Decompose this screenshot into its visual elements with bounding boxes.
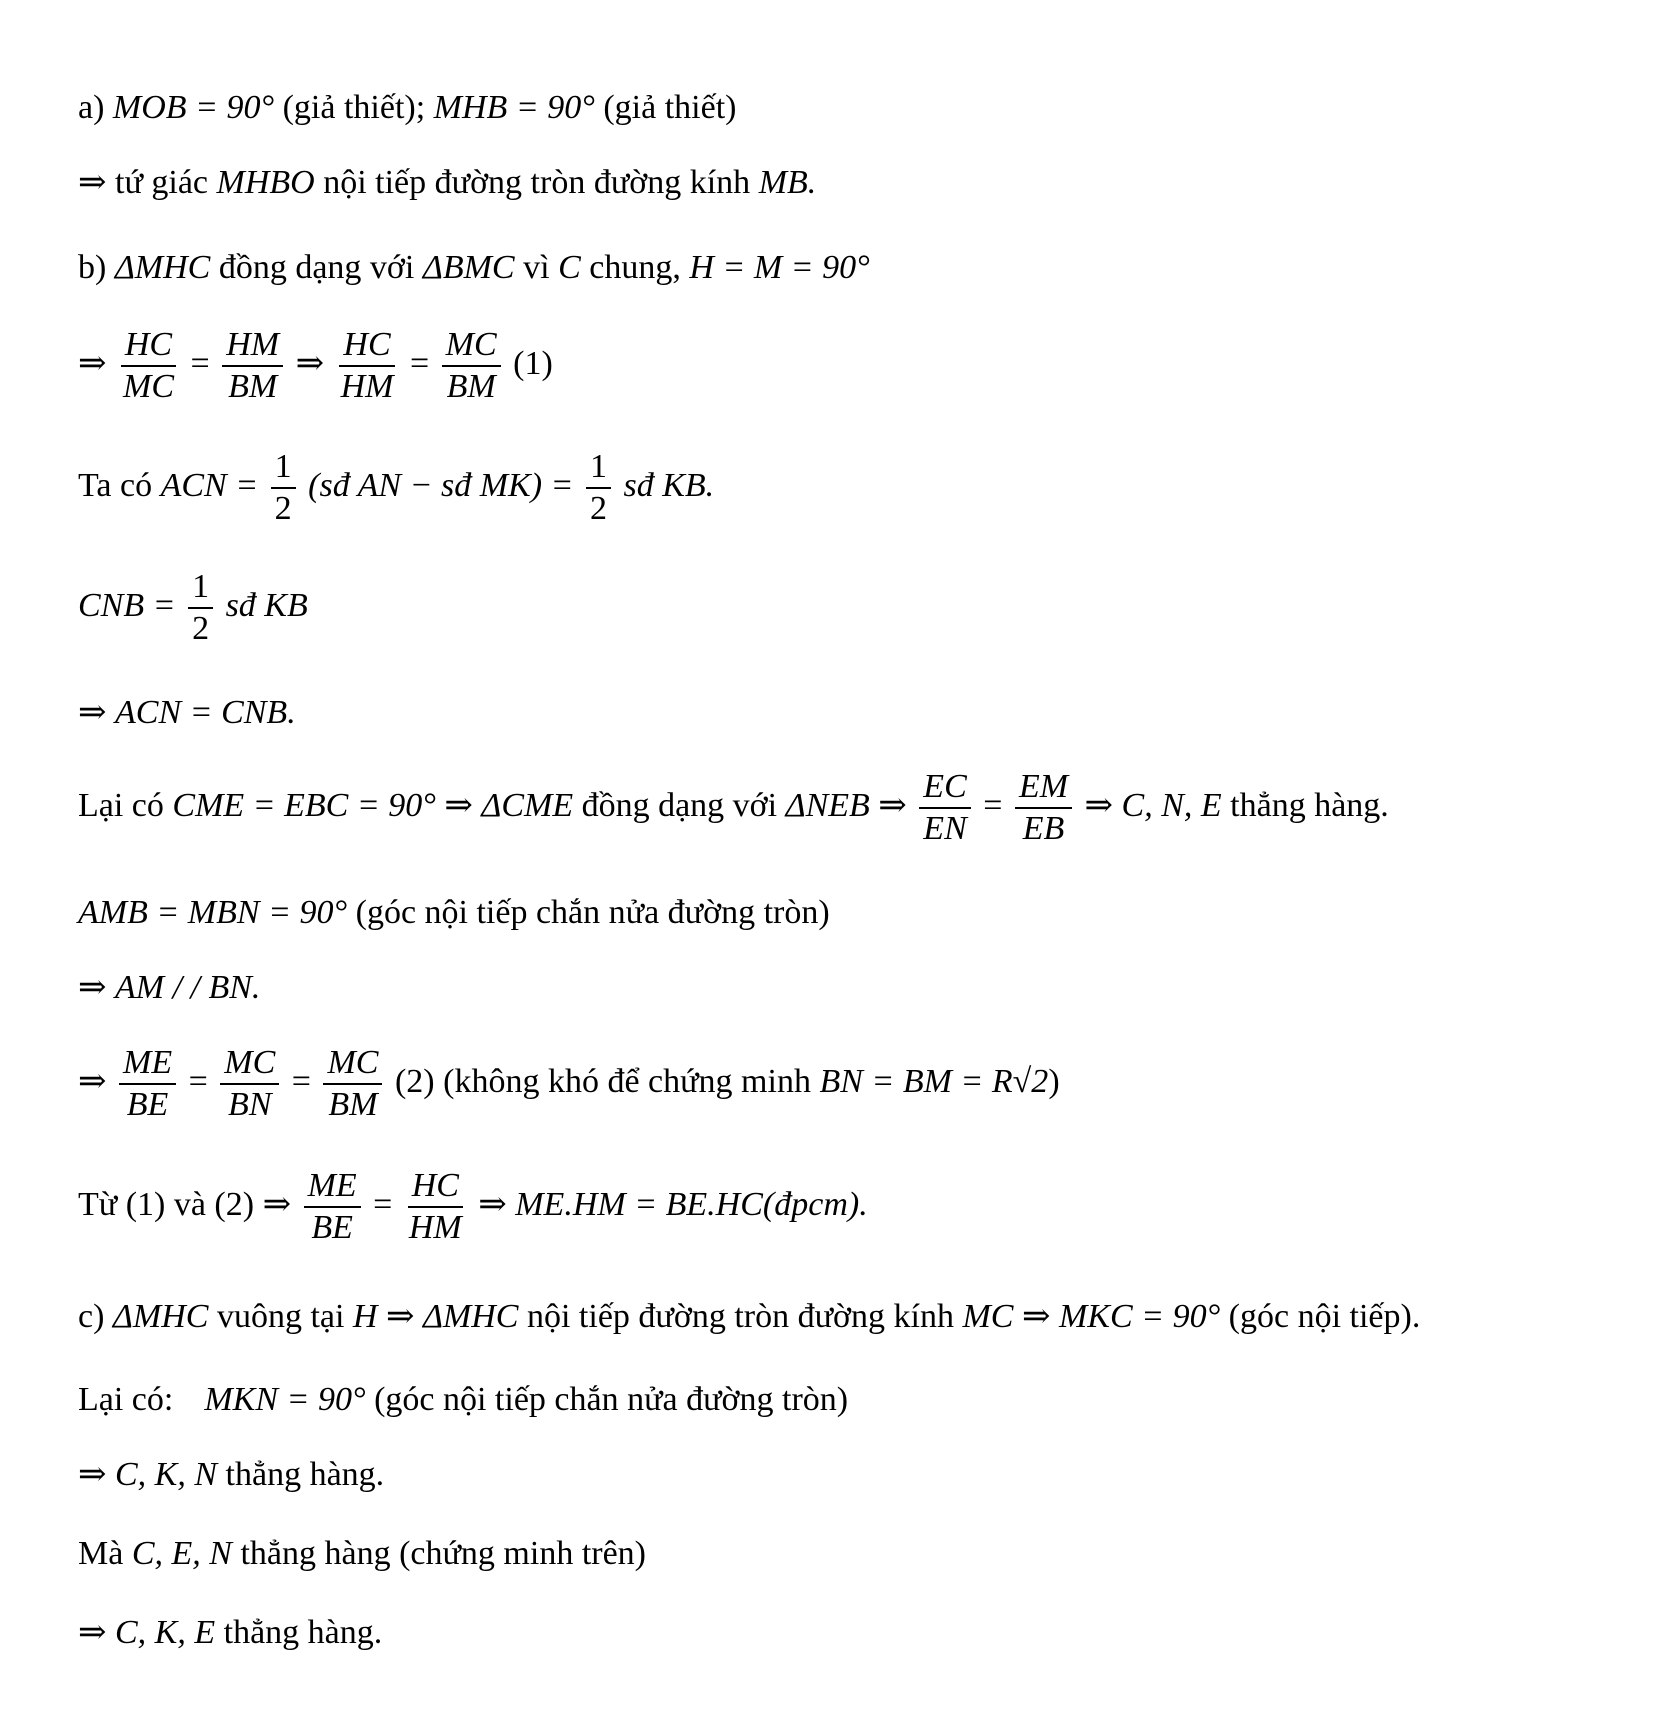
denominator: HM [408,1209,462,1247]
text: chung, [589,249,681,286]
line-angle-mkn [78,1380,848,1420]
fraction [405,1166,466,1248]
fraction [222,325,283,407]
equals: = [373,1186,393,1223]
text: (góc nội tiếp). [1228,1298,1421,1335]
fraction-half [586,447,611,529]
points-ckn: C, K, N [115,1456,218,1493]
text: Từ (1) và (2) ⇒ [78,1186,292,1223]
product-equality: ⇒ ME.HM = BE.HC(đpcm). [478,1186,868,1223]
numerator: 1 [271,447,296,489]
equals: = [188,1063,208,1100]
equals: = [983,787,1003,824]
denominator: 2 [274,490,292,528]
text: ) [1048,1063,1060,1100]
implies-arrow: ⇒ [78,1456,107,1493]
numerator: MC [442,325,501,367]
denominator: BN [228,1086,272,1124]
text: thẳng hàng. [1230,787,1389,824]
angles-cme-ebc: CME = EBC = 90° ⇒ ΔCME [172,787,574,824]
triangle-bmc: ΔBMC [422,249,515,286]
line-conclusion-b [78,1163,868,1248]
numerator: ME [119,1043,176,1085]
arc-kb: sđ KB [225,587,308,624]
line-collinear-cke [78,1613,382,1653]
text: (góc nội tiếp chắn nửa đường tròn) [374,1381,849,1418]
denominator: BM [328,1086,378,1124]
line-ratio-1 [78,322,553,407]
denominator: 2 [589,490,607,528]
numerator: 1 [188,567,213,609]
angle-mkn: MKN = 90° [204,1381,366,1418]
text: thẳng hàng. [223,1614,383,1651]
triangle-mhc: ΔMHC [112,1298,209,1335]
denominator: BE [311,1209,353,1247]
text: thẳng hàng. [225,1456,385,1493]
text: nội tiếp đường tròn đường kính [526,1298,954,1335]
denominator: 2 [192,610,210,648]
line-part-a [78,88,736,128]
implies-arrow: ⇒ [78,1614,107,1651]
arc-difference: (sđ AN − sđ MK) = [308,467,574,504]
text: nội tiếp đường tròn đường kính [323,164,751,201]
hypothesis-note: (giả thiết); [282,89,426,126]
angles-amb-mbn: AMB = MBN = 90° [78,894,348,931]
denominator: BE [126,1086,169,1124]
hypothesis-note: (giả thiết) [603,89,737,126]
fraction [323,1043,382,1125]
fraction [337,325,398,407]
triangle-mhc: ΔMHC [114,249,211,286]
equals: = [291,1063,311,1100]
angle-mkc: MC ⇒ MKC = 90° [962,1298,1221,1335]
denominator: BM [446,368,496,406]
part-a-label: a) [78,89,105,126]
numerator: EM [1015,767,1072,809]
line-angle-cnb [78,564,308,649]
numerator: EC [919,767,970,809]
line-part-b [78,248,870,288]
angle-acn: ACN = [160,467,259,504]
denominator: BM [228,368,278,406]
quad-mhbo: MHBO [216,164,315,201]
line-part-c [78,1297,1420,1337]
text: đồng dạng với [218,249,415,286]
part-c-label: c) [78,1298,105,1335]
text: Lại có: [78,1381,174,1418]
fraction [919,767,970,849]
numerator: MC [323,1043,382,1085]
points-cne: ⇒ C, N, E [1084,787,1222,824]
line-collinear-cne [78,764,1389,849]
numerator: HM [222,325,283,367]
angle-cnb: CNB = [78,587,176,624]
equals: = [190,345,210,382]
line-angle-acn [78,444,714,529]
fraction [119,325,178,407]
numerator: MC [220,1043,279,1085]
text: (góc nội tiếp chắn nửa đường tròn) [355,894,830,931]
implies-arrow: ⇒ [78,1063,107,1100]
text: tứ giác [115,164,209,201]
angle-mhb: MHB = 90° [433,89,595,126]
angles-h-m: H = M = 90° [689,249,870,286]
line-angles-amb-mbn [78,893,830,933]
line-angles-equal [78,693,296,733]
fraction-half [188,567,213,649]
equals: = [409,345,430,382]
text: (không khó để chứng minh [443,1063,811,1100]
denominator: EN [923,810,967,848]
text: Lại có [78,787,164,824]
text: vì [523,249,550,286]
fraction [442,325,501,407]
fraction [220,1043,279,1125]
angle-mob: MOB = 90° [112,89,275,126]
denominator: EB [1022,810,1065,848]
implies-arrow: ⇒ [78,164,107,201]
fraction-half [271,447,296,529]
fraction [304,1166,361,1248]
diameter-mb: MB. [758,164,817,201]
numerator: 1 [586,447,611,489]
text: đồng dạng với [581,787,778,824]
equation-ref: (1) [513,345,553,382]
line-ratio-2 [78,1040,1060,1125]
parallel-am-bn: AM / / BN. [115,969,261,1006]
numerator: HC [408,1166,463,1208]
implies-arrow: ⇒ [78,969,107,1006]
angle-c: C [558,249,581,286]
points-cke: C, K, E [115,1614,216,1651]
text: thẳng hàng (chứng minh trên) [240,1535,646,1572]
line-parallel [78,968,260,1008]
numerator: ME [304,1166,361,1208]
denominator: MC [123,368,174,406]
implies-arrow: ⇒ [78,694,107,731]
fraction [119,1043,176,1125]
triangle-mhc: H ⇒ ΔMHC [352,1298,519,1335]
fraction [1015,767,1072,849]
line-collinear-ckn [78,1455,384,1495]
implies-arrow: ⇒ [295,345,325,382]
arc-kb: sđ KB. [623,467,715,504]
triangle-neb: ΔNEB ⇒ [785,787,907,824]
points-cen: C, E, N [131,1535,232,1572]
implies-arrow: ⇒ [78,345,107,382]
angle-equality: ACN = CNB. [115,694,296,731]
numerator: HC [339,325,394,367]
text: Mà [78,1535,124,1572]
line-collinear-cen [78,1534,646,1574]
part-b-label: b) [78,249,107,286]
bn-bm-value: BN = BM = R√2 [819,1063,1049,1100]
text: vuông tại [216,1298,345,1335]
denominator: HM [340,368,394,406]
text: Ta có [78,467,153,504]
line-cyclic-quad [78,163,816,203]
equation-ref: (2) [394,1063,435,1100]
numerator: HC [121,325,176,367]
